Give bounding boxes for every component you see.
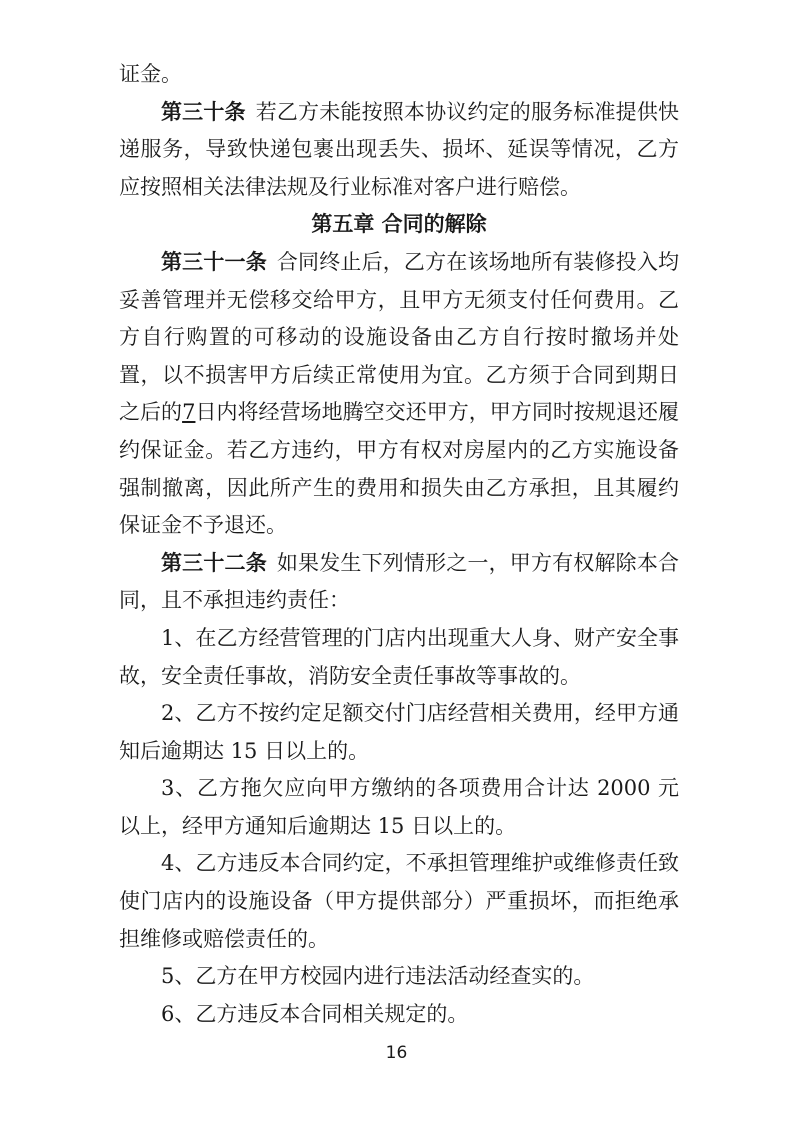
chapter-heading: 第五章 合同的解除 (311, 212, 487, 237)
list-item-2: 2、乙方不按约定足额交付门店经营相关费用，经甲方通知后逾期达 15 日以上的。 (119, 701, 679, 763)
article-31 (119, 244, 679, 545)
document-body (119, 56, 679, 1033)
article-31-text-a: 合同终止后，乙方在该场地所有装修投入均妥善管理并无偿移交给甲方，且甲方无须支付任何费用。乙方自行购置的可移动的设施设备由乙方自行按时撤场并处置，以不损害甲方后续正常使用为宜。乙方须于合同到期日之后的 (119, 249, 680, 425)
page-number: 16 (385, 1043, 408, 1063)
list-item-6: 6、乙方违反本合同相关规定的。 (161, 1001, 469, 1026)
list-item-4: 4、乙方违反本合同约定，不承担管理维护或维修责任致使门店内的设施设备（甲方提供部分）严重损坏，而拒绝承担维修或赔偿责任的。 (119, 851, 679, 951)
article-30-text: 若乙方未能按照本协议约定的服务标准提供快递服务，导致快递包裹出现丢失、损坏、延误等情况，乙方应按照相关法律法规及行业标准对客户进行赔偿。 (119, 99, 680, 199)
article-32-title: 第三十二条 (161, 550, 267, 575)
list-item-1: 1、在乙方经营管理的门店内出现重大人身、财产安全事故，安全责任事故，消防安全责任事故等事故的。 (119, 625, 679, 688)
article-30 (119, 94, 679, 207)
list-item-5: 5、乙方在甲方校园内进行违法活动经查实的。 (161, 964, 595, 989)
article-31-text-b: 日内将经营场地腾空交还甲方，甲方同时按规退还履约保证金。若乙方违约，甲方有权对房屋内的乙方实施设备强制撤离，因此所产生的费用和损失由乙方承担，且其履约保证金不予退还。 (119, 400, 680, 538)
list-item-3: 3、乙方拖欠应向甲方缴纳的各项费用合计达 2000 元以上，经甲方通知后逾期达 15 日以上的。 (119, 776, 679, 838)
article-31-title: 第三十一条 (161, 249, 267, 274)
continued-paragraph: 证金。 (119, 62, 182, 86)
article-32 (119, 545, 679, 620)
article-30-title: 第三十条 (161, 99, 246, 124)
article-32-text: 如果发生下列情形之一，甲方有权解除本合同，且不承担违约责任： (119, 550, 680, 613)
article-31-days: 7 (182, 400, 196, 425)
